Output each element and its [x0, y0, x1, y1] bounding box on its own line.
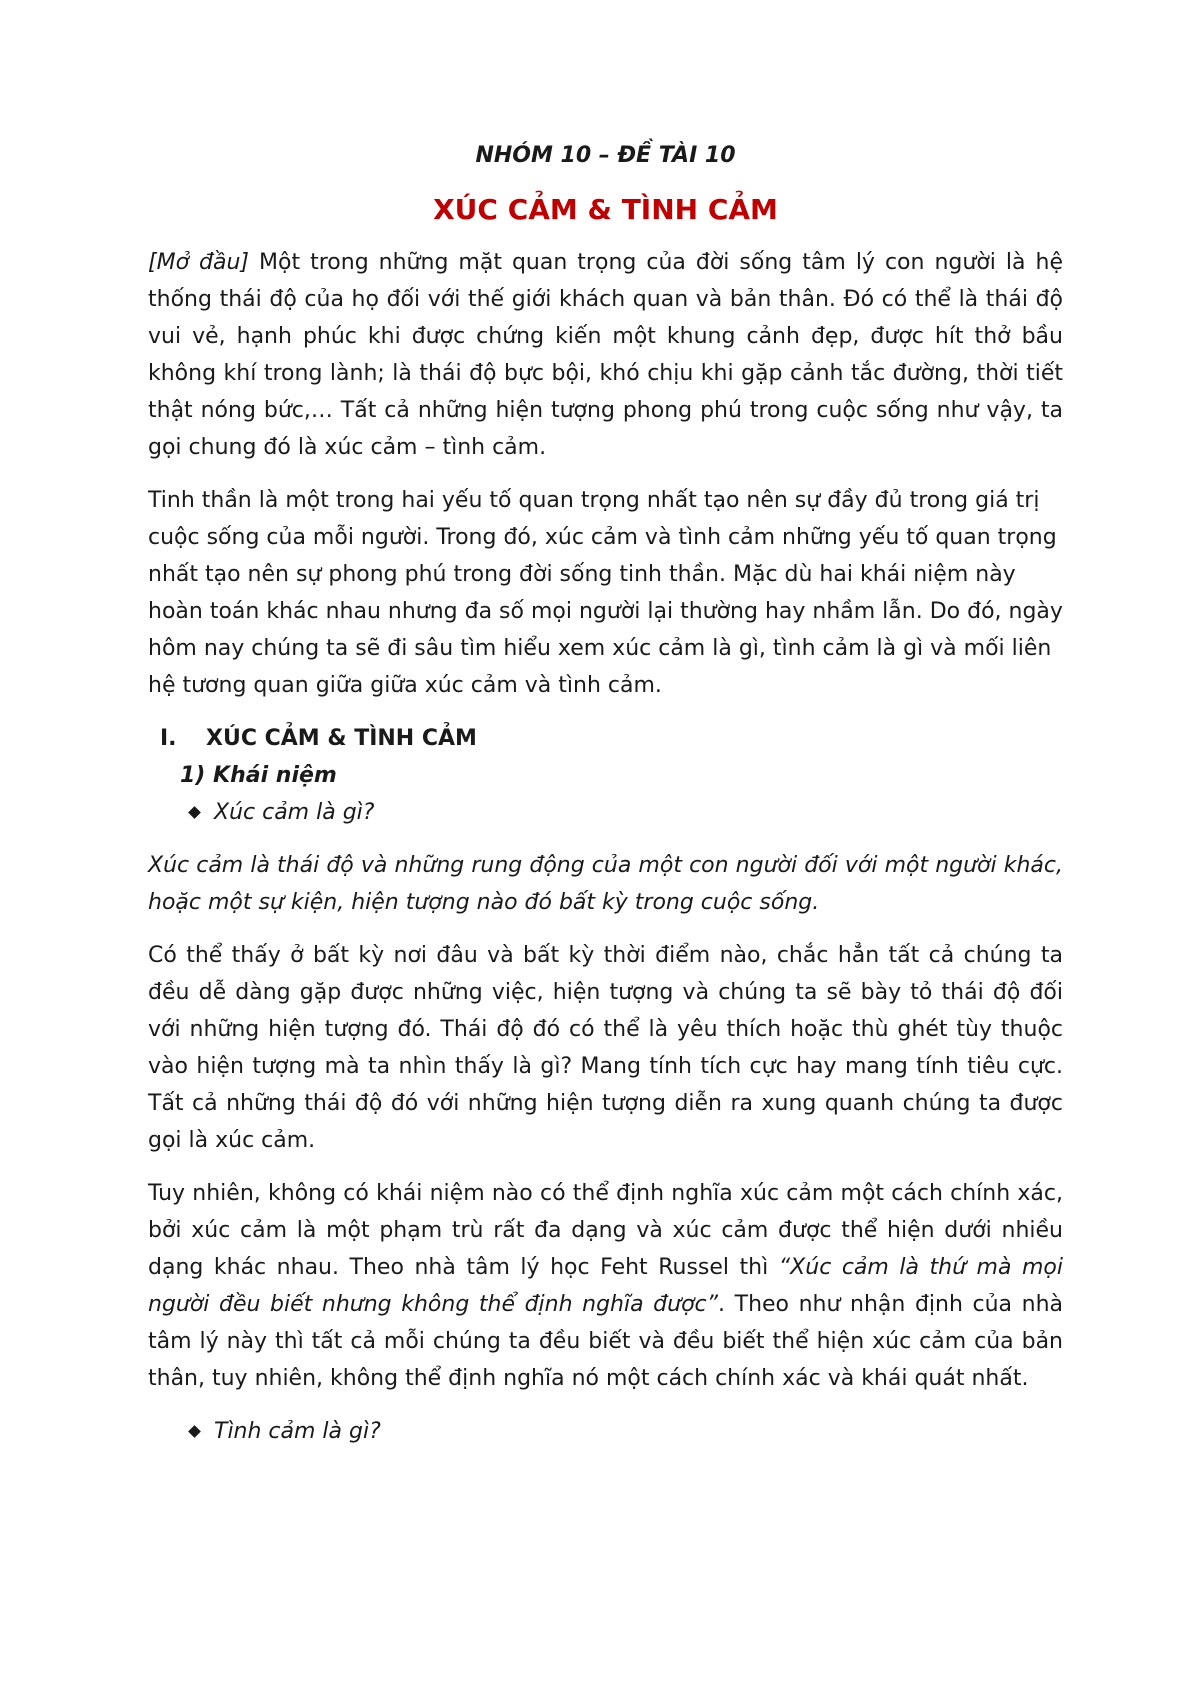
document-title: XÚC CẢM & TÌNH CẢM [433, 193, 778, 226]
definition-paragraph: Xúc cảm là thái độ và những rung động của một con người đối với một người khác, hoặc một sự kiện, hiện tượng nào đó bất kỳ trong cuộc sống. [148, 853, 1063, 915]
paragraph-2: Tinh thần là một trong hai yếu tố quan trọng nhất tạo nên sự đầy đủ trong giá trị cuộc sống của mỗi người. Trong đó, xúc cảm và tình cảm những yếu tố quan trọng nhất tạo nên sự phong phú trong đời sống tinh thần. Mặc dù hai khái niệm này hoàn toán khác nhau nhưng đa số mọi người lại thường hay nhầm lẫn. Do đó, ngày hôm nay chúng ta sẽ đi sâu tìm hiểu xem xúc cảm là gì, tình cảm là gì và mối liên hệ tương quan giữa giữa xúc cảm và tình cảm. [148, 488, 1063, 698]
bullet-item-feeling [148, 1413, 1063, 1450]
intro-text: Một trong những mặt quan trọng của đời sống tâm lý con người là hệ thống thái độ của họ đối với thế giới khách quan và bản thân. Đó có thể là thái độ vui vẻ, hạnh phúc khi được chứng kiến một khung cảnh đẹp, được hít thở bầu không khí trong lành; là thái độ bực bội, khó chịu khi gặp cảnh tắc đường, thời tiết thật nóng bức,… Tất cả những hiện tượng phong phú trong cuộc sống như vậy, ta gọi chung đó là xúc cảm – tình cảm. [148, 250, 1063, 460]
paragraph-4 [148, 1175, 1063, 1397]
intro-paragraph [148, 244, 1063, 466]
paragraph-4-before: Tuy nhiên, không có khái niệm nào có thể định nghĩa xúc cảm một cách chính xác, bởi xúc cảm là một phạm trù rất đa dạng và xúc cảm được thể hiện dưới nhiều dạng khác nhau. Theo nhà tâm lý học Feht Russel thì [148, 1181, 1063, 1280]
group-topic-heading: NHÓM 10 – ĐỀ TÀI 10 [475, 143, 736, 168]
section-1-heading [148, 720, 1063, 757]
diamond-bullet-icon [188, 1425, 201, 1438]
document-body [148, 140, 1063, 1466]
paragraph-4-after: . Theo như nhận định của nhà tâm lý này thì tất cả mỗi chúng ta đều biết và đều biết thể hiện xúc cảm của bản thân, tuy nhiên, không thể định nghĩa nó một cách chính xác và khái quát nhất. [148, 1292, 1063, 1391]
bullet-text: Xúc cảm là gì? [214, 800, 375, 825]
bullet-item-emotion [148, 794, 1063, 831]
paragraph-3: Có thể thấy ở bất kỳ nơi đâu và bất kỳ thời điểm nào, chắc hẳn tất cả chúng ta đều dễ dàng gặp được những việc, hiện tượng và chúng ta sẽ bày tỏ thái độ đối với những hiện tượng đó. Thái độ đó có thể là yêu thích hoặc thù ghét tùy thuộc vào hiện tượng mà ta nhìn thấy là gì? Mang tính tích cực hay mang tính tiêu cực. Tất cả những thái độ đó với những hiện tượng diễn ra xung quanh chúng ta được gọi là xúc cảm. [148, 943, 1063, 1153]
diamond-bullet-icon [188, 806, 201, 819]
section-1-number: I. [160, 726, 177, 751]
intro-label: [Mở đầu] [148, 250, 250, 275]
section-1-title: XÚC CẢM & TÌNH CẢM [206, 726, 477, 751]
bullet-text: Tình cảm là gì? [214, 1419, 381, 1444]
subsection-1-heading: 1) Khái niệm [180, 763, 337, 788]
russel-quote: “Xúc cảm là thứ mà mọi người đều biết nhưng không thể định nghĩa được” [148, 1255, 1063, 1317]
